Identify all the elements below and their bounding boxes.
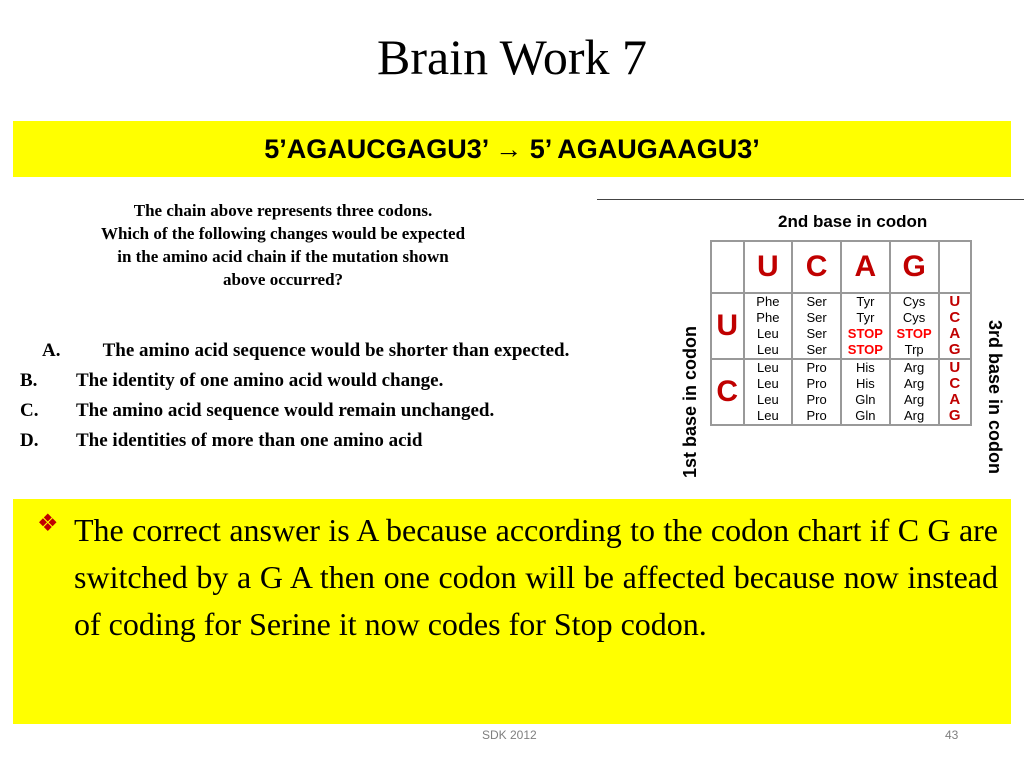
codon-table — [710, 240, 972, 426]
mutation-sequence-bar — [13, 121, 1011, 177]
third-base: U — [949, 359, 961, 376]
option-d — [20, 426, 580, 456]
second-base-c: C — [792, 241, 841, 293]
codon-cell — [792, 293, 841, 359]
codon-cell — [841, 359, 890, 425]
amino-acid: Pro — [806, 408, 827, 423]
first-base-u: U — [711, 293, 744, 359]
corner-cell — [711, 241, 744, 293]
option-text: The amino acid sequence would remain unchanged. — [76, 400, 495, 421]
amino-acid: Leu — [757, 392, 779, 407]
option-b — [20, 366, 580, 396]
codon-chart-header: 2nd base in codon — [778, 212, 928, 231]
amino-acid: Pro — [806, 360, 827, 375]
amino-acid: Tyr — [856, 310, 875, 325]
amino-acid: Trp — [904, 342, 924, 357]
amino-acid: Gln — [855, 392, 876, 407]
second-base-g: G — [890, 241, 939, 293]
amino-acid: Ser — [806, 342, 827, 357]
amino-acid: Ser — [806, 294, 827, 309]
option-letter: B. — [20, 370, 38, 391]
codon-row-u — [711, 293, 971, 359]
third-base-cell — [939, 293, 972, 359]
codon-row-c — [711, 359, 971, 425]
option-text: The identities of more than one amino acid — [76, 430, 423, 451]
option-letter: D. — [20, 430, 39, 451]
codon-cell — [890, 293, 939, 359]
amino-acid: Leu — [757, 408, 779, 423]
question-line: Which of the following changes would be expected — [100, 224, 466, 243]
answer-text: The correct answer is A because according to the codon chart if C G are switched by a G A then one codon will be affected because now instead of coding for Serine it now codes for Stop codon. — [74, 512, 998, 642]
answer-box — [13, 499, 1011, 724]
amino-acid: Leu — [757, 342, 779, 357]
first-base-c: C — [711, 359, 744, 425]
codon-chart — [660, 208, 1024, 498]
amino-acid: Arg — [904, 408, 925, 423]
amino-acid: His — [855, 376, 875, 391]
amino-acid: Phe — [756, 294, 780, 309]
question-line: above occurred? — [222, 270, 344, 289]
second-base-u: U — [744, 241, 793, 293]
corner-cell — [939, 241, 972, 293]
amino-acid: Tyr — [856, 294, 875, 309]
question-line: The chain above represents three codons. — [133, 201, 433, 220]
page-number: 43 — [945, 728, 959, 742]
amino-acid: Leu — [757, 326, 779, 341]
third-base: U — [949, 293, 961, 310]
amino-acid: Cys — [902, 310, 926, 325]
third-base: A — [949, 391, 961, 408]
third-base: C — [949, 309, 961, 326]
third-base: C — [949, 375, 961, 392]
question-text — [38, 199, 528, 291]
option-text: The identity of one amino acid would change. — [76, 370, 444, 391]
amino-acid: Pro — [806, 392, 827, 407]
divider-line — [597, 199, 1024, 200]
footer-center: SDK 2012 — [482, 728, 537, 742]
amino-acid: Ser — [806, 326, 827, 341]
third-base: A — [949, 325, 961, 342]
answer-options — [20, 336, 580, 456]
option-letter: A. — [42, 340, 61, 361]
amino-acid: Phe — [756, 310, 780, 325]
third-base-cell — [939, 359, 972, 425]
third-base-label: 3rd base in codon — [985, 320, 1005, 475]
amino-acid: Arg — [904, 360, 925, 375]
codon-header-row — [711, 241, 971, 293]
option-c — [20, 396, 580, 426]
stop-codon: STOP — [847, 326, 883, 341]
question-line: in the amino acid chain if the mutation shown — [117, 247, 449, 266]
slide-title: Brain Work 7 — [376, 29, 648, 85]
amino-acid: Ser — [806, 310, 827, 325]
second-base-a: A — [841, 241, 890, 293]
first-base-label: 1st base in codon — [680, 325, 700, 478]
codon-cell — [792, 359, 841, 425]
stop-codon: STOP — [896, 326, 932, 341]
codon-cell — [744, 359, 793, 425]
amino-acid: Leu — [757, 360, 779, 375]
codon-cell — [890, 359, 939, 425]
amino-acid: Gln — [855, 408, 876, 423]
amino-acid: Pro — [806, 376, 827, 391]
amino-acid: Arg — [904, 392, 925, 407]
amino-acid: Cys — [902, 294, 926, 309]
third-base: G — [948, 407, 961, 424]
diamond-bullet-icon: ❖ — [37, 511, 59, 537]
option-text: The amino acid sequence would be shorter than expected. — [102, 340, 570, 361]
mutation-sequence: 5’AGAUCGAGU3’ → 5’ AGAUGAAGU3’ — [264, 133, 760, 164]
amino-acid: Leu — [757, 376, 779, 391]
amino-acid: His — [855, 360, 875, 375]
stop-codon: STOP — [847, 342, 883, 357]
codon-cell — [841, 293, 890, 359]
amino-acid: Arg — [904, 376, 925, 391]
third-base: G — [948, 341, 961, 358]
option-letter: C. — [20, 400, 39, 421]
codon-cell — [744, 293, 793, 359]
option-a — [20, 336, 580, 366]
